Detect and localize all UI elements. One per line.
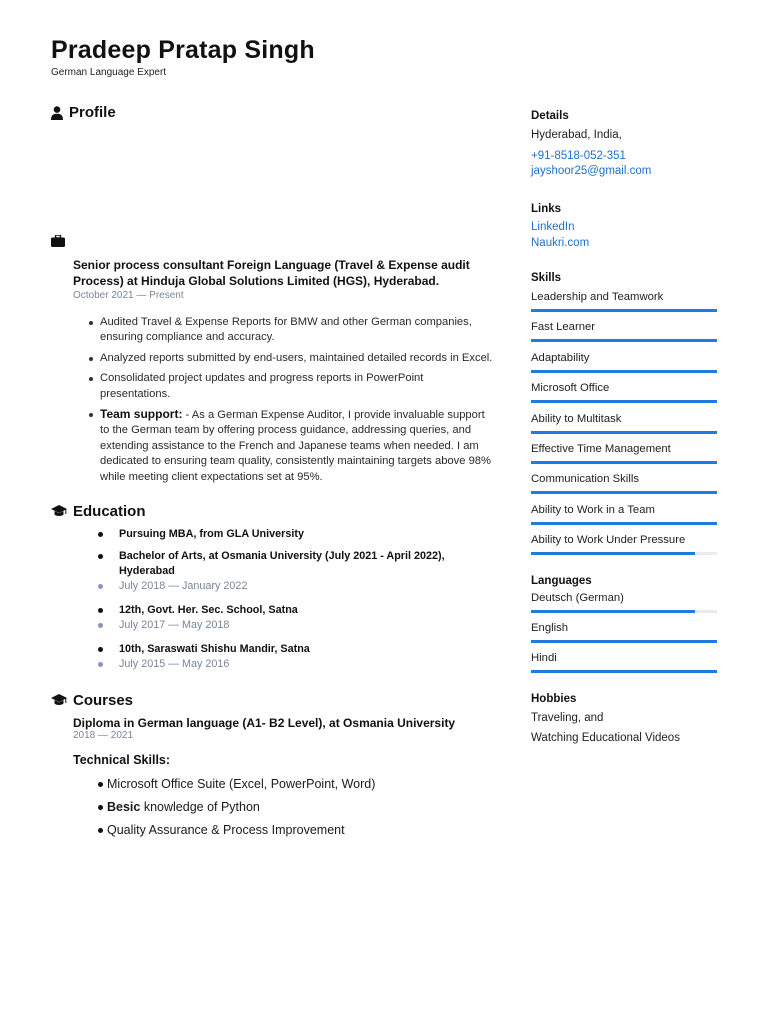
level-item-label: Ability to Work in a Team (531, 503, 655, 516)
level-item (531, 648, 721, 678)
courses-heading-label: Courses (73, 692, 134, 710)
list-item: Audited Travel & Expense Reports for BMW and other German companies, ensuring compliance and accuracy. (100, 315, 496, 346)
level-item-label: Adaptability (531, 351, 590, 364)
level-item (531, 409, 721, 439)
education-item-title: 12th, Govt. Her. Sec. School, Satna (119, 603, 496, 618)
education-item-date: July 2018 — January 2022 (119, 579, 496, 594)
level-bar-track (531, 370, 717, 373)
job-title: Senior process consultant Foreign Language (Travel & Expense audit Process) at Hinduja Global Solutions Limited (HGS), Hyderabad. (73, 258, 470, 288)
level-bar-fill (531, 670, 717, 673)
level-bar-track (531, 670, 717, 673)
level-bar-fill (531, 309, 717, 312)
links-heading: Links (531, 203, 562, 215)
list-item: Microsoft Office Suite (Excel, PowerPoint, Word) (107, 773, 496, 796)
course-title: Diploma in German language (A1- B2 Level), at Osmania University (73, 716, 456, 731)
education-item-date: July 2017 — May 2018 (119, 618, 496, 633)
list-item: Besic knowledge of Python (107, 796, 496, 819)
level-bar-track (531, 461, 717, 464)
level-item (531, 500, 721, 530)
level-bar-fill (531, 610, 695, 613)
level-item (531, 348, 721, 378)
profile-heading-label: Profile (69, 104, 116, 121)
hobbies-heading: Hobbies (531, 692, 577, 705)
employment-heading (51, 235, 496, 247)
person-icon (51, 106, 63, 120)
naukri-link[interactable]: Naukri.com (531, 237, 590, 249)
level-bar-track (531, 610, 717, 613)
level-item-label: Ability to Multitask (531, 412, 622, 425)
main-column (51, 104, 496, 842)
technical-skills-list (107, 773, 496, 842)
level-bar-track (531, 491, 717, 494)
level-bar-track (531, 640, 717, 643)
level-bar-track (531, 339, 717, 342)
courses-section (51, 692, 496, 842)
courses-heading (51, 692, 496, 709)
level-bar-track (531, 522, 717, 525)
level-bar-track (531, 552, 717, 555)
employment-section (51, 235, 496, 485)
level-bar-fill (531, 522, 717, 525)
candidate-name: Pradeep Pratap Singh (51, 36, 315, 64)
level-bar-track (531, 309, 717, 312)
level-item-label: English (531, 621, 569, 634)
education-list (119, 527, 496, 672)
email-link[interactable]: jayshoor25@gmail.com (531, 165, 652, 177)
level-bar-fill (531, 491, 717, 494)
phone-link[interactable]: +91-8518-052-351 (531, 150, 626, 162)
job-date: October 2021 — Present (73, 290, 184, 301)
hobby-item: Watching Educational Videos (531, 731, 680, 744)
level-item-label: Leadership and Teamwork (531, 291, 664, 303)
technical-skills-heading: Technical Skills: (73, 753, 171, 768)
level-item (531, 378, 721, 408)
level-item (531, 287, 721, 317)
details-heading: Details (531, 110, 569, 122)
course-date: 2018 — 2021 (73, 730, 134, 742)
languages-heading: Languages (531, 574, 592, 587)
level-bar-track (531, 400, 717, 403)
education-item-title: 10th, Saraswati Shishu Mandir, Satna (119, 642, 496, 657)
level-item (531, 317, 721, 347)
level-bar-fill (531, 552, 695, 555)
level-item-label: Ability to Work Under Pressure (531, 534, 686, 547)
level-item (531, 530, 721, 560)
level-bar-fill (531, 400, 717, 403)
level-bar-fill (531, 339, 717, 342)
skills-list (531, 287, 721, 561)
education-item-date: July 2015 — May 2016 (119, 657, 496, 672)
location-text: Hyderabad, India, (531, 129, 622, 141)
education-section (51, 503, 496, 672)
level-bar-fill (531, 370, 717, 373)
briefcase-icon (51, 235, 65, 247)
linkedin-link[interactable]: LinkedIn (531, 221, 575, 233)
profile-heading (51, 104, 496, 121)
level-bar-fill (531, 461, 717, 464)
level-item-label: Communication Skills (531, 473, 639, 486)
level-item-label: Fast Learner (531, 321, 596, 334)
level-item-label: Hindi (531, 652, 557, 665)
list-item: Consolidated project updates and progress reports in PowerPoint presentations. (100, 371, 496, 402)
skills-heading: Skills (531, 272, 562, 284)
education-item-title: Bachelor of Arts, at Osmania University (July 2021 - April 2022), Hyderabad (119, 549, 496, 579)
level-item (531, 588, 721, 618)
graduation-cap-icon (51, 505, 67, 518)
level-bar-fill (531, 640, 717, 643)
level-item-label: Effective Time Management (531, 442, 671, 455)
list-item: Quality Assurance & Process Improvement (107, 819, 496, 842)
level-bar-track (531, 431, 717, 434)
education-item-title: Pursuing MBA, from GLA University (119, 527, 496, 542)
level-item (531, 469, 721, 499)
education-heading-label: Education (73, 503, 146, 521)
level-bar-fill (531, 431, 717, 434)
hobby-item: Traveling, and (531, 711, 604, 724)
candidate-subtitle: German Language Expert (51, 67, 167, 78)
sidebar-column (531, 110, 721, 744)
level-item-label: Deutsch (German) (531, 591, 624, 604)
languages-list (531, 588, 721, 679)
list-item (100, 407, 496, 485)
education-heading (51, 503, 496, 520)
graduation-cap-icon (51, 694, 67, 707)
list-item: Analyzed reports submitted by end-users, maintained detailed records in Excel. (100, 351, 496, 366)
level-item (531, 618, 721, 648)
team-support-label: Team support: (100, 407, 183, 422)
level-item-label: Microsoft Office (531, 382, 610, 395)
job-bullets (100, 315, 496, 485)
level-item (531, 439, 721, 469)
team-support-text: - As a German Expense Auditor, I provide invaluable support to the German team by offering process guidance, addressing queries, and extending assistance to the French and Japanese teams when needed. I am dedicated to ensuring team quality, consistently maintaining targets above 98% while meeting client expectations set at 95%. (100, 409, 491, 483)
